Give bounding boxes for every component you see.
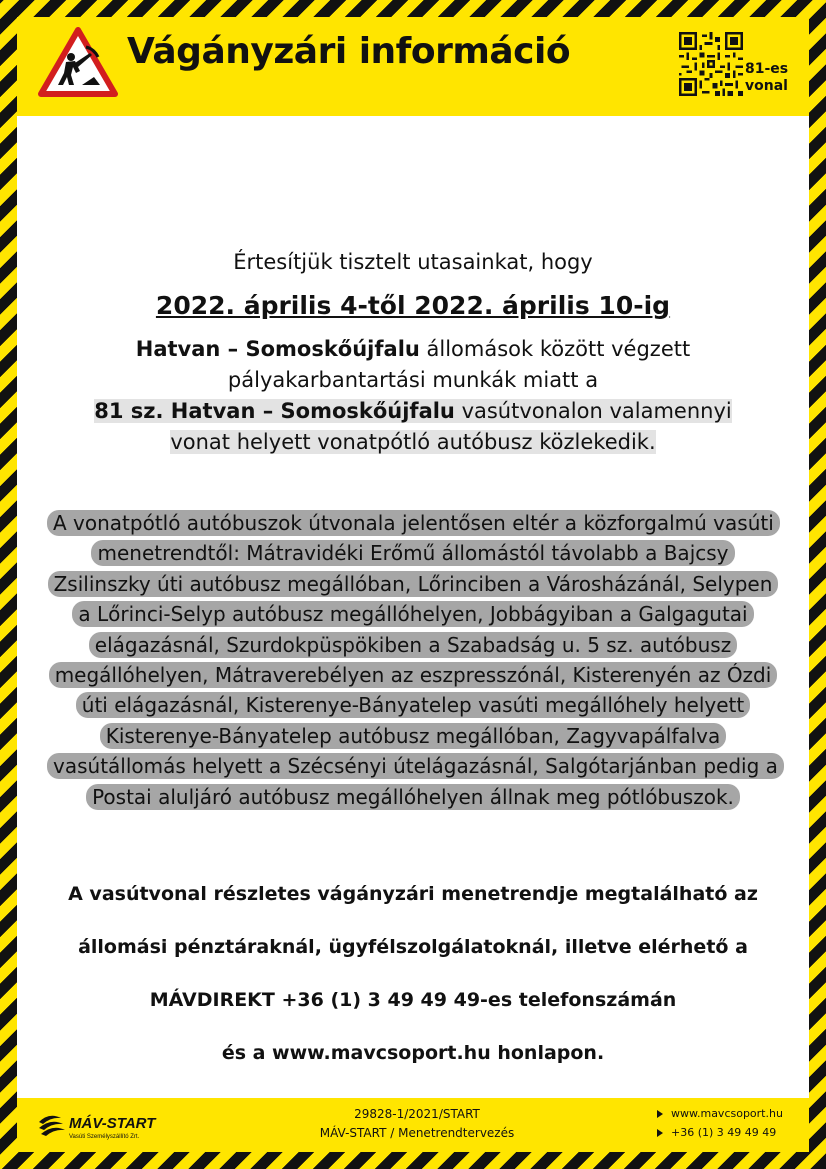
qr-code[interactable]	[679, 32, 743, 96]
route-description: A vonatpótló autóbuszok útvonala jelentősen eltér a közforgalmú vasúti menetrendtől: Mátravidéki Erőmű állomástól távolabb a Bajcsy Zsilinszky úti autóbusz megállóban, Lőrinciben a Városházánál, Selypen a Lőrinci-Selyp autóbusz megállóhelyen, Jobbágyiban a Galgagutai elágazásnál, Szurdokpüspökiben a Szabadság u. 5 sz. autóbusz megállóhelyen, Mátraverebélyen az eszpresszónál, Kisterenyén az Ózdi úti elágazásnál, Kisterenye-Bányatelep vasúti megállóhely helyett Kisterenye-Bányatelep autóbusz megállóban, Zagyvapálfalva vasútállomás helyett a Szécsényi útelágazásnál, Salgótarjánban pedig a Postai aluljáró autóbusz megállóhelyen állnak meg pótlóbuszok.	[17, 508, 809, 812]
roadwork-warning-icon	[38, 27, 118, 97]
svg-text:MÁV-START: MÁV-START	[69, 1115, 156, 1132]
notice-body	[17, 116, 809, 1098]
contact-list	[657, 1104, 807, 1142]
arrow-right-icon	[657, 1129, 663, 1137]
document-reference: 29828-1/2021/START MÁV-START / Menetrendtervezés	[319, 1107, 515, 1140]
page-title: Vágányzári információ	[127, 31, 571, 72]
closure-summary: Hatvan – Somoskőújfalu állomások között végzett pályakarbantartási munkák miatt a 81 sz. Hatvan – Somoskőújfalu vasútvonalon valamennyi vonat helyett vonatpótló autóbusz közlekedik.	[94, 337, 732, 454]
closure-dates: 2022. április 4-től 2022. április 10-ig	[155, 291, 671, 320]
timetable-info: A vasútvonal részletes vágányzári menetrendje megtalálható az állomási pénztáraknál, ügyfélszolgálatoknál, illetve elérhető a MÁVDIREKT +36 (1) 3 49 49 49-es telefonszámán és a www.mavcsoport.hu honlapon.	[68, 883, 758, 1064]
header-band	[17, 17, 809, 116]
svg-text:Vasúti Személyszállító Zrt.: Vasúti Személyszállító Zrt.	[69, 1134, 140, 1140]
intro-text: Értesítjük tisztelt utasainkat, hogy	[233, 250, 593, 274]
arrow-right-icon	[657, 1110, 663, 1118]
website-link[interactable]: www.mavcsoport.hu	[671, 1107, 783, 1120]
footer-band	[17, 1098, 809, 1152]
line-number-label: 81-es vonal	[745, 61, 789, 94]
mav-start-logo	[37, 1108, 163, 1142]
phone-number[interactable]: +36 (1) 3 49 49 49	[671, 1126, 777, 1139]
